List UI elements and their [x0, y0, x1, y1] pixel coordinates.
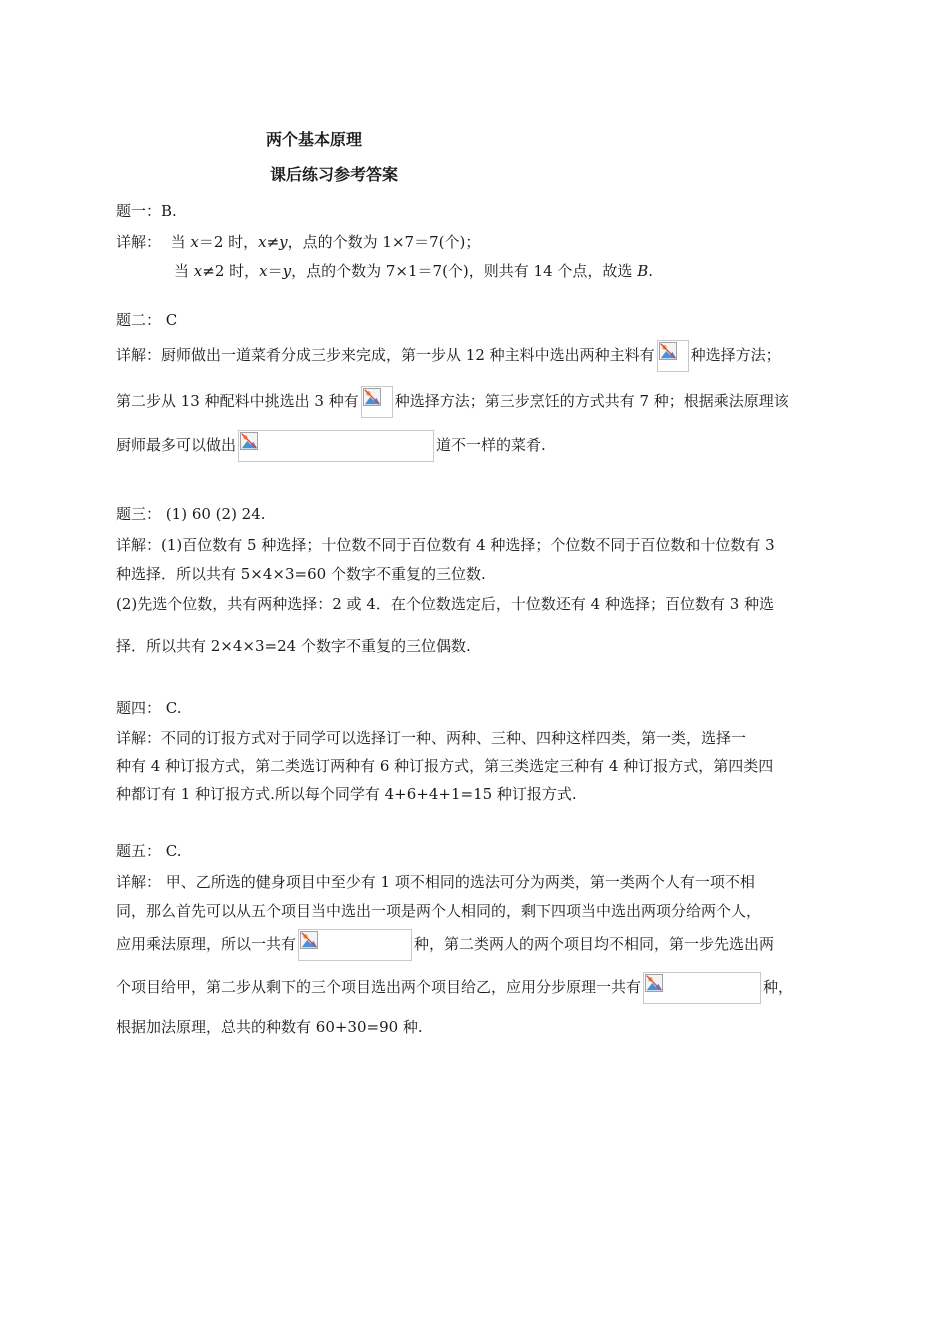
q1-text: 当: [170, 233, 191, 251]
q3-detail-line2: 种选择．所以共有 5×4×3=60 个数字不重复的三位数.: [116, 565, 486, 583]
q4-detail-line3: 种都订有 1 种订报方式.所以每个同学有 4+6+4+1=15 种订报方式.: [116, 785, 577, 803]
q1-detail-line1: [116, 231, 480, 252]
q1-text: 当: [174, 262, 194, 280]
broken-image-icon: [240, 432, 258, 450]
q2-text: 道不一样的菜肴.: [436, 436, 546, 454]
q2-answer: C: [165, 311, 178, 329]
q1-detail-line2: [174, 260, 653, 281]
q5-answer-line: [116, 840, 182, 861]
broken-image-icon: [659, 342, 677, 360]
q5-detail-line3: [116, 929, 774, 961]
q5-detail-line4: [116, 972, 793, 1004]
q1-text: ，点的个数为 7×1＝7(个)，则共有 14 个点，故选: [291, 262, 638, 280]
q2-text: 种选择方法；第三步烹饪的方式共有 7 种；根据乘法原理该: [394, 392, 789, 410]
q5-detail-line2: 同，那么首先可以从五个项目当中选出一项是两个人相同的，剩下四项当中选出两项分给两个人，: [116, 902, 762, 920]
q1-text: .: [648, 262, 653, 280]
q3-detail-line3: (2)先选个位数，共有两种选择：2 或 4．在个位数选定后，十位数还有 4 种选择；百位数有 3 种选: [116, 595, 775, 613]
broken-image-icon: [300, 931, 318, 949]
formula-image-placeholder: [298, 929, 412, 961]
q1-var: y: [282, 262, 292, 280]
q4-answer-line: [116, 697, 182, 718]
q2-text: 种选择方法；: [690, 346, 781, 364]
q1-text: ≠2 时，: [202, 262, 260, 280]
q1-answer-var: B: [637, 262, 649, 280]
q1-var: x: [258, 233, 267, 251]
q2-detail-line3: [116, 430, 546, 462]
q1-answer-line: [116, 200, 177, 221]
broken-image-icon: [645, 974, 663, 992]
q5-text: 种，: [763, 978, 794, 996]
q5-detail-line5: 根据加法原理，总共的种数有 60+30=90 种.: [116, 1018, 423, 1036]
q5-text: 应用乘法原理，所以一共有: [116, 935, 297, 953]
q4-label: 题四：: [116, 699, 162, 717]
formula-image-placeholder: [238, 430, 434, 462]
q2-label: 题二：: [116, 311, 162, 329]
q3-detail-line4: 择．所以共有 2×4×3=24 个数字不重复的三位偶数.: [116, 637, 471, 655]
q2-text: 详解：厨师做出一道菜肴分成三步来完成，第一步从 12 种主料中选出两种主料有: [116, 346, 655, 364]
q1-var: x: [259, 262, 268, 280]
q5-text: 种，第二类两人的两个项目均不相同，第一步先选出两: [414, 935, 775, 953]
q1-label: 题一：: [116, 202, 162, 220]
q2-text: 厨师最多可以做出: [116, 436, 237, 454]
q1-text: ＝2 时，: [198, 233, 259, 251]
page-subtitle: 课后练习参考答案: [270, 165, 399, 184]
page-title: 两个基本原理: [266, 130, 363, 149]
q5-text: 个项目给甲，第二步从剩下的三个项目选出两个项目给乙，应用分步原理一共有: [116, 978, 642, 996]
q3-answer: (1) 60 (2) 24.: [165, 505, 266, 523]
q2-detail-line2: [116, 386, 789, 418]
q1-detail-label: 详解：: [116, 233, 162, 251]
q1-text: ，点的个数为 1×7＝7(个)；: [287, 233, 481, 251]
q3-label: 题三：: [116, 505, 162, 523]
q1-var: x: [193, 262, 203, 280]
q5-detail-line1: 详解： 甲、乙所选的健身项目中至少有 1 项不相同的选法可分为两类，第一类两个人有一项不相: [116, 873, 755, 891]
q1-answer: B.: [161, 202, 177, 220]
formula-image-placeholder: [643, 972, 761, 1004]
q5-label: 题五：: [116, 842, 162, 860]
q2-detail-line1: [116, 340, 781, 372]
q3-answer-line: [116, 503, 266, 524]
q4-detail-line2: 种有 4 种订报方式，第二类选订两种有 6 种订报方式，第三类选定三种有 4 种订报方式，第四类四: [116, 757, 774, 775]
q2-answer-line: [116, 309, 177, 330]
q1-var: y: [279, 233, 288, 251]
q3-detail-line1: 详解：(1)百位数有 5 种选择；十位数不同于百位数有 4 种选择；个位数不同于百位数和十位数有 3: [116, 536, 775, 554]
broken-image-icon: [363, 388, 381, 406]
q4-detail-line1: 详解：不同的订报方式对于同学可以选择订一种、两种、三种、四种这样四类，第一类，选择一: [116, 729, 747, 747]
q2-text: 第二步从 13 种配料中挑选出 3 种有: [116, 392, 359, 410]
q1-var: x: [190, 233, 199, 251]
q5-answer: C.: [165, 842, 182, 860]
q4-answer: C.: [165, 699, 182, 717]
q1-text: ≠: [266, 233, 280, 251]
formula-image-placeholder: [657, 340, 689, 372]
q1-text: ＝: [267, 262, 283, 280]
formula-image-placeholder: [361, 386, 393, 418]
